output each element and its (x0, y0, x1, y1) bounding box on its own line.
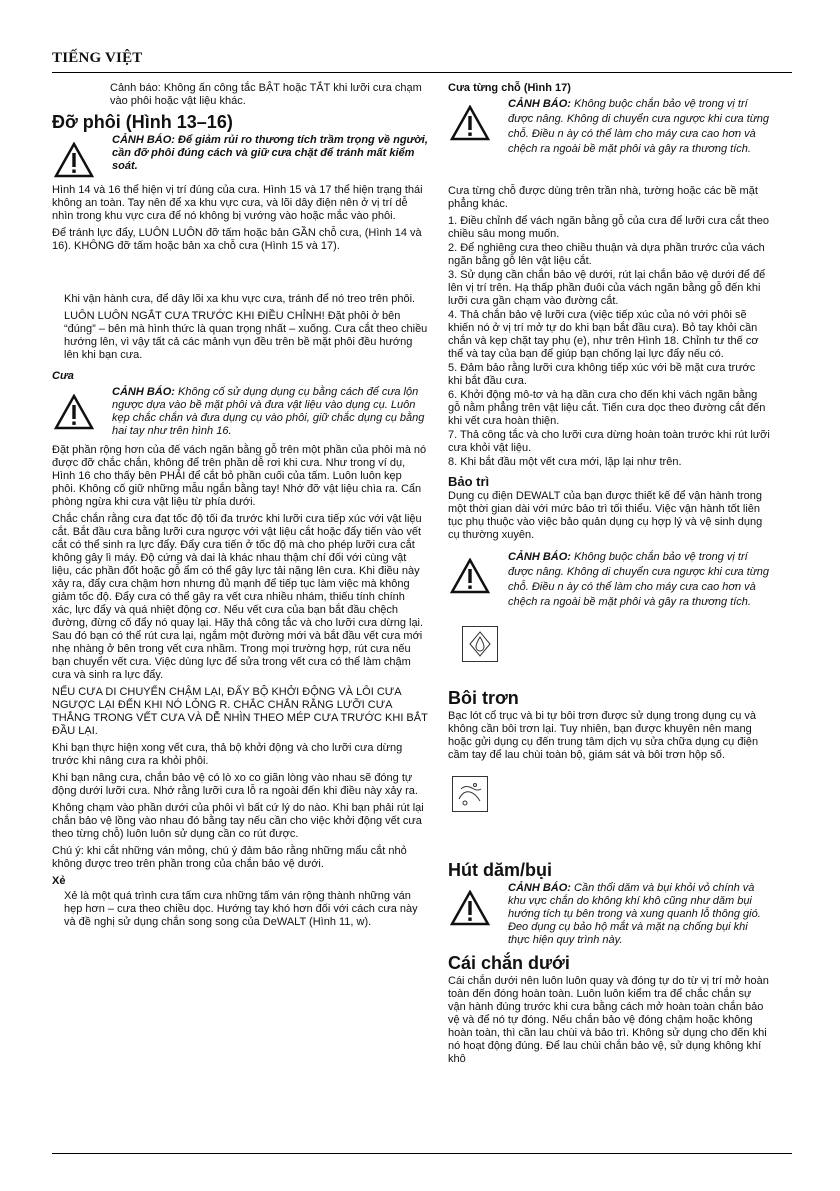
list-item: 7. Thả công tắc và cho lưỡi cưa dừng hoàn toàn trước khi rút lưỡi cưa khỏi vật liệu. (448, 429, 770, 454)
warning-plunge-text (508, 97, 772, 157)
saw-p6: Không chạm vào phần dưới của phôi vì bất cứ lý do nào. Khi bạn phải rút lại chắn bảo vệ lồng vào nhau đó bằng tay nếu cần cho việc khởi động vết cưa theo từng chỗ) luôn luôn sử dụng cần co rút được. (52, 802, 424, 840)
saw-p3: NẾU CƯA DI CHUYỂN CHẬM LẠI, ĐẨY BỘ KHỞI ĐỘNG VÀ LÔI CƯA NGƯỢC LẠI ĐẾN KHI NÓ LỎNG R. CHẮC CHẮN RẰNG LƯỠI CƯA THẲNG TRONG VẾT CƯA VÀ DỄ NHÌN THEO MÉP CƯA TRƯỚC KHI BẮT ĐẦU LẠI. (52, 686, 428, 737)
saw-p5: Khi bạn nâng cưa, chắn bảo vệ có lò xo co giãn lòng vào nhau sẽ đóng tự động dưới lưỡi cưa. Nhớ rằng lưỡi cưa lỗ ra ngoài đến khi điều này xảy ra. (52, 772, 418, 797)
plunge-steps (448, 215, 772, 469)
saw-p1: Đặt phần rộng hơn của đế vách ngăn bằng gỗ trên một phần của phôi mà nó được đỡ chắc chắn, không để trên phần dễ rơi khi cưa. Như trong ví dụ, Hình 16 cho thấy bên PHẢI để cắt bỏ phần cuối của tấm. Luôn luôn kẹp phôi. Không cố giữ những mẫu ngắn bằng tay! Nhớ đỡ vật liệu chìa ra. Cẩn phòng ngừa khi cưa vật liệu từ phía dưới. (52, 444, 427, 508)
list-item: 3. Sử dụng cần chắn bảo vệ dưới, rút lại chắn bảo vệ dưới để để lên vị trí trên. Hạ thấp phần đuôi của vách ngăn bằng gỗ đến khi lưỡi cưa gần chạm vào đường cắt. (448, 269, 766, 307)
lubrication-oil-drop-icon (462, 626, 498, 662)
spacer (52, 257, 428, 293)
warning-saw-text (112, 386, 428, 438)
warning-body: Không cố sử dụng dụng cụ bằng cách để cưa lộn ngược dựa vào bề mặt phôi và đưa vật liệu vào dụng cụ. Luôn kẹp chắc chắn và đưa dụng cụ vào phôi, giữ chắc dụng cụ bằng hai tay như trên hình 16. (112, 386, 425, 437)
saw-p4: Khi bạn thực hiện xong vết cưa, thả bộ khởi động và cho lưỡi cưa dừng trước khi nâng cưa ra khỏi phôi. (52, 742, 403, 767)
spacer (448, 163, 772, 185)
heading-lower-guard: Cái chắn dưới (448, 953, 570, 973)
warning-label: CẢNH BÁO: (508, 882, 571, 894)
cleaning-hands-icon (452, 776, 488, 812)
right-column (448, 82, 772, 1070)
heading-dust: Hút dăm/bụi (448, 860, 552, 880)
list-item: 1. Điều chỉnh để vách ngăn bằng gỗ của cưa để lưỡi cưa cắt theo chiều sâu mong muốn. (448, 215, 770, 240)
warning-triangle-icon (54, 394, 94, 430)
plunge-intro: Cưa từng chỗ được dùng trên trần nhà, tường hoặc các bề mặt phẳng khác. (448, 185, 758, 210)
support-p4: LUÔN LUÔN NGẮT CƯA TRƯỚC KHI ĐIỀU CHỈNH! Đặt phôi ở bên “đúng” – bên mà hình thức là quan trọng nhất – xuống. Cưa cắt theo chiều hướng lên, vì vậy tất cả các mảnh vụn đều trên bề mặt phôi đều hướng lên khi bạn cưa. (64, 310, 428, 361)
warning-label: CẢNH BÁO: (112, 134, 175, 146)
support-p2: Để tránh lực đẩy, LUÔN LUÔN đỡ tấm hoặc bản GẦN chỗ cưa, (Hình 14 và 16). KHÔNG đỡ tấm hoặc bản xa chỗ cưa (Hình 15 và 17). (52, 227, 422, 252)
warning-triangle-icon (450, 105, 490, 141)
heading-plunge: Cưa từng chỗ (Hình 17) (448, 82, 571, 94)
list-item: 4. Thả chắn bảo vệ lưỡi cưa (việc tiếp xúc của nó với phôi sẽ khiến nó ở vị trí mở tự do khi bạn bắt đầu cưa). Bỏ tay khỏi cần chắn và kẹp chặt tay phụ (e), như trên Hình 18. Chỉnh tư thế cơ thể và tay của bạn để giúp bạn chống lại lực đẩy nếu có. (448, 309, 759, 360)
warning-maintenance (448, 550, 772, 610)
warning-body: Cần thổi dăm và bụi khỏi vỏ chính và khu vực chắn do không khí khô cũng như dăm bụi hướng tích tụ bên trong và xung quanh lỗ thông gió. Đeo dụng cụ bảo hộ mắt và mặt nạ chống bụi khi thực hiện quy trình này. (508, 882, 761, 946)
maintenance-p1: Dụng cụ điện DEWALT của bạn được thiết kế để vận hành trong một thời gian dài với mức bảo trì tối thiểu. Việc vận hành tốt liên tục phụ thuộc vào việc bảo quản dụng cụ hợp lý và vệ sinh dụng cụ thường xuyên. (448, 490, 763, 541)
warning-plunge (448, 97, 772, 157)
footer-rule (52, 1153, 792, 1154)
warning-body: Không buộc chắn bảo vệ trong vị trí được nâng. Không di chuyển cưa ngược khi cưa từng chỗ. Điều n ày có thể làm cho máy cưa cao hơn và chệch ra ngoài bề mặt phôi và gây ra thương tích. (508, 98, 769, 155)
caution-label: Cảnh báo (110, 82, 158, 94)
warning-support-text (112, 134, 428, 173)
guard-p1: Cái chắn dưới nên luôn luôn quay và đóng tự do từ vị trí mở hoàn toàn đến đóng hoàn toàn. Luôn luôn kiểm tra để chắc chắn sự vận hành đúng trước khi cưa bằng cách mở hoàn toàn chắn bảo vệ và để nó tự đóng. Nếu chắn bảo vệ đóng chậm hoặc không hoàn toàn, thì cần lau chùi và bảo trì. Không sử dụng cho đến khi nó hoạt động đúng. Để lau chùi chắn bảo vệ, sử dụng không khí khô (448, 975, 769, 1065)
header-rule (52, 72, 792, 73)
saw-p2: Chắc chắn rằng cưa đạt tốc độ tối đa trước khi lưỡi cưa tiếp xúc với vật liệu cắt. Bắt đầu cưa bằng lưỡi cưa ngược với vật liệu cắt hoặc đẩy tiến vào vết cắt có thể sinh ra lực đẩy. Đẩy cưa tiến ở tốc độ mà cho phép lưỡi cưa cắt không gây lì máy. Độ cứng và dai là khác nhau thậm chí đối với cùng vật liệu, các phần đốt hoặc gỗ ẩm có thể gây lực tải nặng lên cưa. Khi điều này xảy ra, đẩy cưa chậm hơn nhưng đủ mạnh để tiếp tục làm việc mà không giảm tốc độ. Đẩy cưa có thể gây ra vết cưa nhiều nhám, thiếu tính chính xác, lực đẩy và quá nhiệt động cơ. Nếu vết cưa của bạn bắt đầu chệch đường, đừng cố đẩy nó quay lại. Hãy thả công tắc và cho lưỡi cưa dừng lại. Sau đó bạn có thể rút cưa lại, ngắm một đường mới và bắt đầu vết cưa mới nhẹ nhàng ở bên trong vết cưa nhầm. Trong mọi trường hợp, rút cưa nếu bạn chuyển vết cưa. Việc dùng lực để sửa trong vết cưa có thể làm chậm cưa và sinh ra lực đẩy. (52, 513, 424, 681)
lubrication-p1: Bạc lót cổ trục và bi tự bôi trơn được sử dụng trong dụng cụ và không cần bôi trơn lại. Tuy nhiên, bạn được khuyên nên mang hoặc gửi dụng cụ đến trung tâm dịch vụ sửa chữa dụng cụ điện cầm tay để lau chùi toàn bộ, giám sát và bôi trơn hộp số. (448, 710, 759, 761)
warning-maintenance-text (508, 550, 772, 610)
language-header: TIẾNG VIỆT (52, 50, 143, 66)
rip-p1: Xẻ là một quá trình cưa tấm cưa những tấm ván rộng thành những ván hẹp hơn – cưa theo chiều dọc. Hướng tay khó hơn đối với cách cưa này và đề nghị sử dụng chắn song song của DeWALT (Hình 11, w). (64, 890, 418, 928)
support-p1: Hình 14 và 16 thể hiện vị trí đúng của cưa. Hình 15 và 17 thể hiện trạng thái không an toàn. Tay nên để xa khu vực cưa, và lõi dây điện nên ở vị trí dễ nhìn trong khu vực cưa để nó không bị vướng vào hoặc mắc vào phôi. (52, 184, 423, 222)
heading-support: Đỡ phôi (Hình 13–16) (52, 112, 233, 132)
warning-saw (52, 386, 428, 438)
warning-dust-text (508, 882, 772, 947)
list-item: 6. Khởi động mô-tơ và hạ dần cưa cho đến khi vách ngăn bằng gỗ nằm phẳng trên vật liệu cắt. Tiến cưa dọc theo đường cắt đến khi vết cưa hoàn thiện. (448, 389, 766, 427)
warning-triangle-icon (450, 890, 490, 926)
warning-label: CẢNH BÁO: (112, 386, 175, 398)
warning-label: CẢNH BÁO: (508, 551, 571, 563)
heading-rip: Xẻ (52, 875, 66, 887)
list-item: 5. Đảm bảo rằng lưỡi cưa không tiếp xúc với bề mặt cưa trước khi bắt đầu cưa. (448, 362, 756, 387)
heading-lubrication: Bôi trơn (448, 688, 519, 708)
warning-body: Để giảm rủi ro thương tích trầm trọng về người, cần đỡ phôi đúng cách và giữ cưa chặt để tránh mất kiểm soát. (112, 134, 428, 172)
saw-p7: Chú ý: khi cắt những ván mỏng, chú ý đảm bảo rằng những mẩu cắt nhỏ không được treo trên phần trong của chắn bảo vệ dưới. (52, 845, 407, 870)
list-item: 8. Khi bắt đầu một vết cưa mới, lặp lại như trên. (448, 456, 682, 468)
caution-intro (52, 82, 428, 108)
warning-dust (448, 882, 772, 947)
caution-text: : Không ấn công tắc BẬT hoặc TẮT khi lưỡi cưa chạm vào phôi hoặc vật liệu khác. (110, 82, 422, 107)
warning-support (52, 134, 428, 178)
warning-body: Không buộc chắn bảo vệ trong vị trí được nâng. Không di chuyển cưa ngược khi cưa từng chỗ. Điều n ày có thể làm cho máy cưa cao hơn và chệch ra ngoài bề mặt phôi và gây ra thương tích. (508, 551, 769, 608)
list-item: 2. Để nghiêng cưa theo chiều thuận và dựa phần trước của vách ngăn bằng gỗ lên vật liệu cắt. (448, 242, 765, 267)
heading-saw: Cưa (52, 370, 74, 382)
warning-label: CẢNH BÁO: (508, 98, 571, 110)
warning-triangle-icon (54, 142, 94, 178)
heading-maintenance: Bảo trì (448, 474, 490, 489)
support-p3: Khi vận hành cưa, để dây lõi xa khu vực cưa, tránh để nó treo trên phôi. (64, 293, 416, 305)
left-column (52, 82, 428, 933)
warning-triangle-icon (450, 558, 490, 594)
